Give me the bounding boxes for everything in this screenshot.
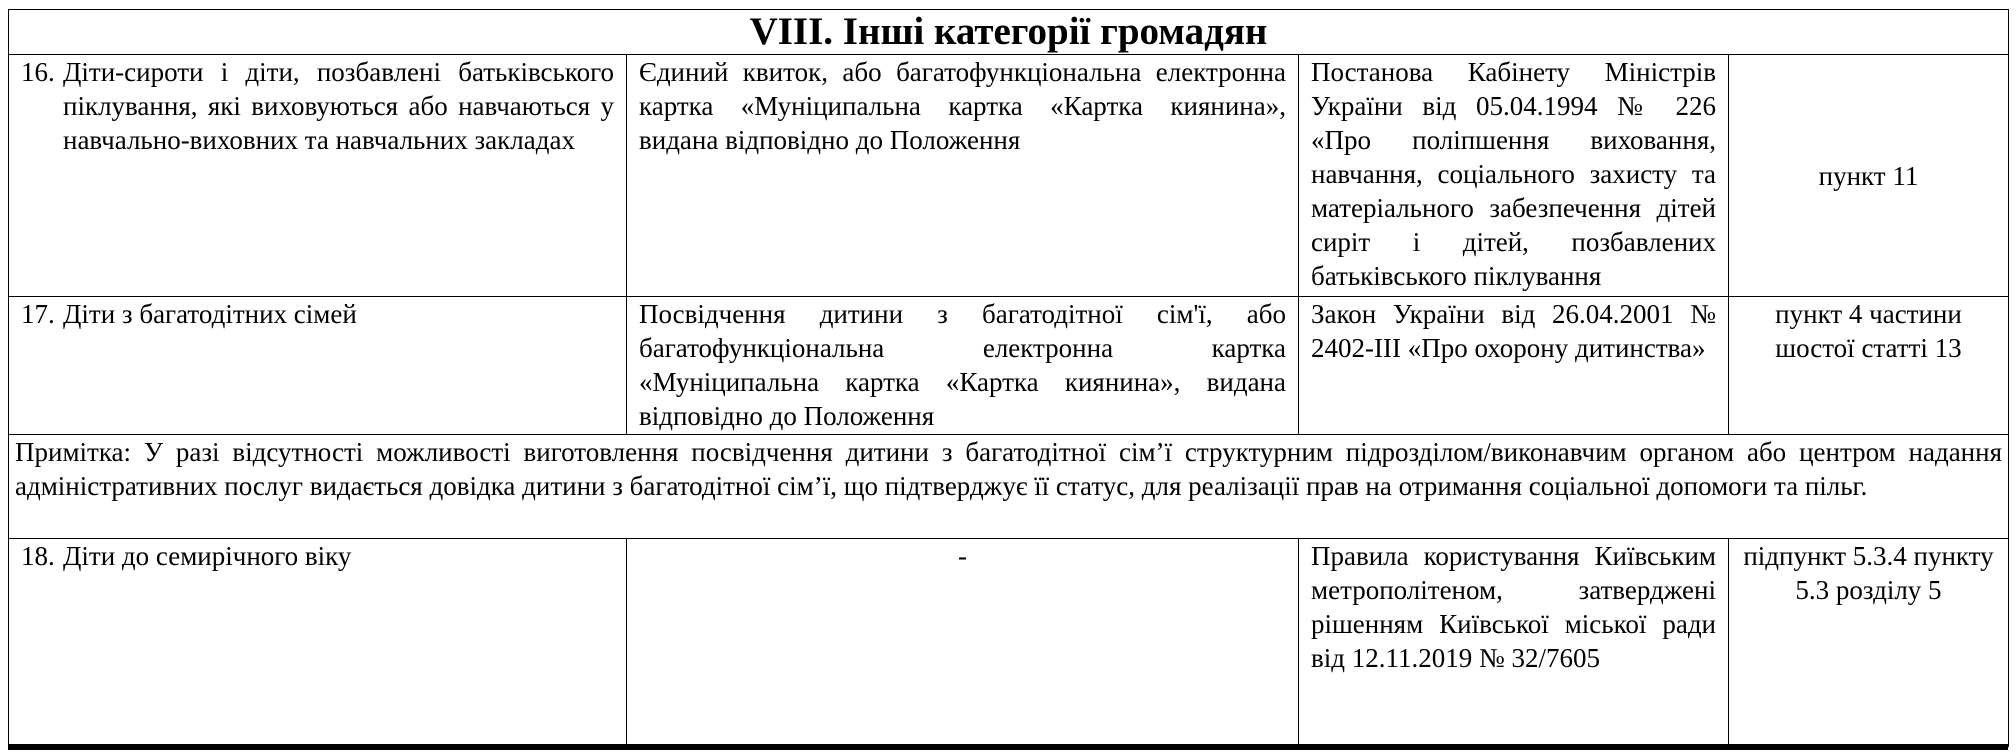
note-text: Примітка: У разі відсутності можливості виготовлення посвідчення дитини з багатодітної сім’ї структурним підрозділом/виконавчим органом або центром надання адміністративних послуг видається довідка дитини з багатодітної сім’ї, що підтверджує її статус, для реалізації прав на отримання соціальної допомоги та пільг. [9,435,2009,539]
row-number: 16. [21,57,55,87]
category-cell [9,55,627,297]
document-cell: Єдиний квиток, або багатофункціональна електронна картка «Муніципальна картка «Картка киянина», видана відповідно до Положення [627,55,1299,297]
category-text: Діти-сироти і діти, позбавлені батьківського піклування, які виховуються або навчаються у навчально-виховних та навчальних закладах [63,57,614,155]
section-header-row [9,10,2009,55]
clause-cell: підпункт 5.3.4 пункту 5.3 розділу 5 [1729,539,2009,747]
row-number: 17. [21,299,55,329]
legal-basis-cell: Правила користування Київським метрополітеном, затверджені рішенням Київської міської ради від 12.11.2019 № 32/7605 [1299,539,1729,747]
clause-cell: пункт 4 частини шостої статті 13 [1729,297,2009,435]
category-cell [9,297,627,435]
table-row [9,539,2009,747]
table-row [9,55,2009,297]
section-title: VIII. Інші категорії громадян [9,10,2009,55]
category-text: Діти з багатодітних сімей [63,299,357,329]
category-text: Діти до семирічного віку [63,541,352,571]
legal-basis-cell: Постанова Кабінету Міністрів України від 05.04.1994 № 226 «Про поліпшення виховання, навчання, соціального захисту та матеріального забезпечення дітей сиріт і дітей, позбавлених батьківського піклування [1299,55,1729,297]
document-cell: - [627,539,1299,747]
legal-basis-cell: Закон України від 26.04.2001 № 2402-III «Про охорону дитинства» [1299,297,1729,435]
category-cell [9,539,627,747]
row-number: 18. [21,541,55,571]
categories-table [8,9,2009,747]
table-row [9,297,2009,435]
note-row [9,435,2009,539]
bottom-rule [8,744,2008,750]
clause-cell: пункт 11 [1729,55,2009,297]
document-cell: Посвідчення дитини з багатодітної сім'ї, або багатофункціональна електронна картка «Муніципальна картка «Картка киянина», видана відповідно до Положення [627,297,1299,435]
